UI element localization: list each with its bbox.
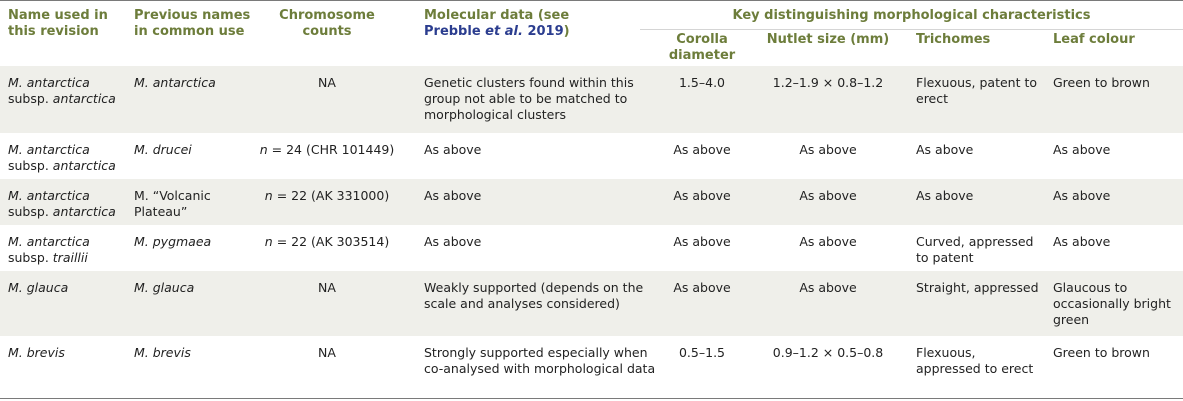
table-row	[0, 179, 1183, 225]
cell-trichomes: Straight, appressed	[916, 280, 1039, 295]
cell-nutlet: 1.2–1.9 × 0.8–1.2	[772, 75, 884, 90]
cell-corolla: As above	[673, 234, 731, 249]
cell-nutlet: As above	[799, 188, 857, 203]
cell-leaf-colour: Green to brown	[1053, 75, 1150, 90]
header-molecular-data	[424, 8, 634, 40]
cell-nutlet: As above	[799, 142, 857, 157]
cell-leaf-colour: Green to brown	[1053, 345, 1150, 360]
cell-leaf-colour: As above	[1053, 188, 1111, 203]
table-row	[0, 271, 1183, 336]
cell-molecular: As above	[424, 234, 482, 249]
cell-molecular: Strongly supported especially when co-analysed with morphological data	[424, 345, 656, 376]
cell-leaf-colour: As above	[1053, 234, 1111, 249]
cell-previous-name: M. antarctica	[134, 75, 216, 90]
cell-previous-name: M. drucei	[134, 142, 192, 157]
cell-leaf-colour: As above	[1053, 142, 1111, 157]
cell-name: M. antarctica subsp. antarctica	[8, 75, 116, 106]
table-row	[0, 66, 1183, 133]
cell-nutlet: As above	[799, 234, 857, 249]
cell-chromosome: n = 22 (AK 331000)	[264, 188, 390, 203]
cell-chromosome: NA	[318, 345, 336, 360]
header-previous-names: Previous names in common use	[134, 8, 251, 39]
cell-corolla: 0.5–1.5	[678, 345, 725, 360]
prebble-reference-link[interactable]: Prebble et al. 2019	[424, 24, 564, 39]
cell-molecular: Weakly supported (depends on the scale and analyses considered)	[424, 280, 644, 311]
cell-molecular: As above	[424, 188, 482, 203]
header-molecular-prefix: Molecular data (see	[424, 8, 570, 23]
table-row	[0, 133, 1183, 179]
cell-name: M. brevis	[8, 345, 65, 360]
table-row	[0, 336, 1183, 398]
cell-trichomes: As above	[916, 142, 974, 157]
cell-chromosome: n = 24 (CHR 101449)	[259, 142, 395, 157]
table-top-rule	[0, 0, 1183, 1]
header-nutlet-size: Nutlet size (mm)	[766, 32, 890, 47]
cell-corolla: 1.5–4.0	[678, 75, 725, 90]
cell-nutlet: As above	[799, 280, 857, 295]
cell-trichomes: Flexuous, patent to erect	[916, 75, 1038, 106]
key-span-rule	[640, 29, 1183, 30]
cell-chromosome: NA	[318, 280, 336, 295]
cell-corolla: As above	[673, 188, 731, 203]
cell-previous-name: M. pygmaea	[134, 234, 212, 249]
cell-previous-name: M. glauca	[134, 280, 195, 295]
header-key-characteristics: Key distinguishing morphological characteristics	[732, 8, 1091, 23]
cell-name: M. antarctica subsp. antarctica	[8, 142, 116, 173]
cell-trichomes: As above	[916, 188, 974, 203]
header-corolla-diameter: Corolla diameter	[668, 32, 736, 63]
cell-chromosome: NA	[318, 75, 336, 90]
cell-nutlet: 0.9–1.2 × 0.5–0.8	[772, 345, 884, 360]
cell-previous-name: M. “Volcanic Plateau”	[134, 188, 211, 219]
cell-chromosome: n = 22 (AK 303514)	[264, 234, 390, 249]
header-chromosome-counts: Chromosome counts	[279, 8, 375, 39]
cell-corolla: As above	[673, 280, 731, 295]
cell-trichomes: Flexuous, appressed to erect	[916, 345, 1034, 376]
table-row	[0, 225, 1183, 271]
cell-name: M. antarctica subsp. antarctica	[8, 188, 116, 219]
cell-molecular: Genetic clusters found within this group not able to be matched to morphological clusters	[424, 75, 634, 122]
header-molecular-suffix: )	[563, 24, 570, 39]
cell-trichomes: Curved, appressed to patent	[916, 234, 1034, 265]
header-name: Name used in this revision	[8, 8, 108, 39]
cell-name: M. antarctica subsp. traillii	[8, 234, 90, 265]
cell-previous-name: M. brevis	[134, 345, 191, 360]
cell-name: M. glauca	[8, 280, 69, 295]
table-bottom-rule	[0, 398, 1183, 399]
cell-molecular: As above	[424, 142, 482, 157]
cell-corolla: As above	[673, 142, 731, 157]
cell-leaf-colour: Glaucous to occasionally bright green	[1053, 280, 1171, 327]
header-trichomes: Trichomes	[916, 32, 991, 47]
header-leaf-colour: Leaf colour	[1053, 32, 1135, 47]
